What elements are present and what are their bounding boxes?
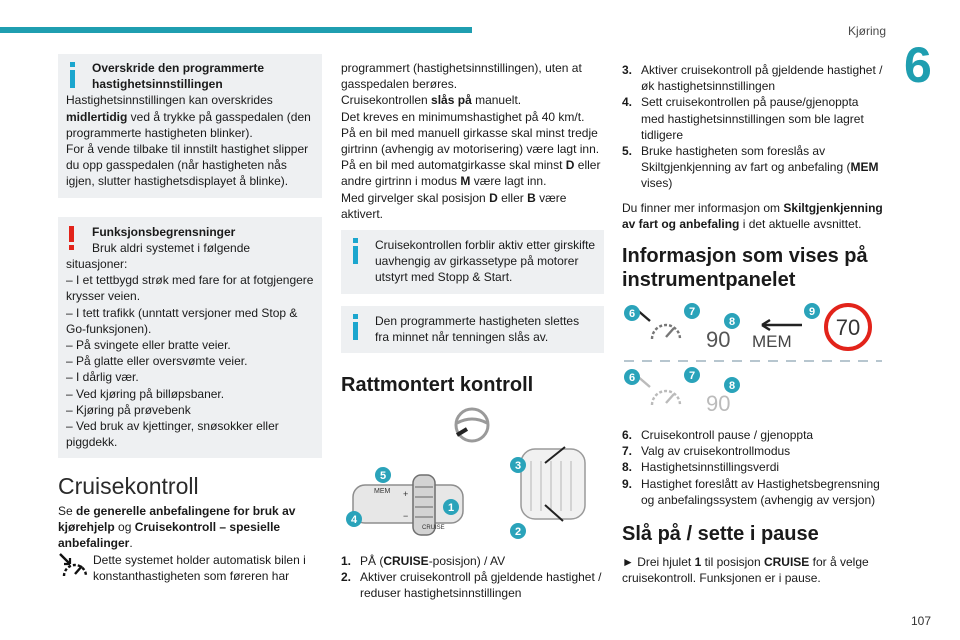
heading-rattmontert: Rattmontert kontroll bbox=[341, 374, 534, 397]
set-speed-value-paused: 90 bbox=[706, 391, 731, 414]
badge-2 bbox=[510, 523, 526, 539]
badge-3 bbox=[510, 457, 526, 473]
svg-text:8: 8 bbox=[728, 380, 736, 393]
svg-text:1: 1 bbox=[447, 502, 455, 515]
warning-box-intro-2: situasjoner: bbox=[66, 257, 128, 272]
instrument-panel-illustration bbox=[622, 301, 884, 413]
warning-item: – I tett trafikk (unntatt versjoner med Stop & Go-funksjonen). bbox=[66, 305, 298, 336]
column-left bbox=[58, 54, 322, 586]
badge-8 bbox=[724, 313, 740, 329]
info-icon bbox=[66, 62, 80, 88]
svg-text:6: 6 bbox=[628, 372, 636, 385]
info-icon bbox=[349, 238, 363, 264]
steering-control-illustration bbox=[341, 401, 604, 551]
badge-9 bbox=[804, 303, 820, 319]
legend-item: 1. PÅ (CRUISE-posisjon) / AV bbox=[341, 554, 506, 569]
pause-instruction: ► Drei hjulet 1 til posisjon CRUISE for å velge cruisekontroll. Funksjonen er i pause. bbox=[622, 555, 869, 586]
warning-icon bbox=[69, 226, 75, 250]
control-legend-continued bbox=[622, 62, 884, 192]
svg-text:4: 4 bbox=[350, 514, 358, 527]
control-legend bbox=[341, 553, 604, 602]
svg-text:70: 70 bbox=[835, 315, 861, 341]
badge-6 bbox=[624, 369, 640, 385]
chapter-number: 6 bbox=[904, 37, 932, 93]
heading-instrument-panel: Informasjon som vises på instrumentpanelet bbox=[622, 245, 868, 292]
legend-item: 8. Hastighetsinnstillingsverdi bbox=[622, 460, 780, 475]
minus-label: − bbox=[403, 511, 409, 522]
badge-4 bbox=[346, 511, 362, 527]
svg-text:9: 9 bbox=[808, 306, 816, 319]
cruise-label: CRUISE bbox=[422, 525, 445, 532]
legend-item: 6. Cruisekontroll pause / gjenoppta bbox=[622, 428, 814, 443]
panel-legend bbox=[622, 427, 884, 508]
page-number: 107 bbox=[910, 614, 931, 628]
speed-limit-sign bbox=[826, 305, 870, 349]
warning-box-title: Funksjonsbegrensninger bbox=[92, 224, 236, 239]
svg-text:8: 8 bbox=[728, 316, 736, 329]
arrow-left-icon bbox=[762, 320, 802, 330]
mode-label: MEM bbox=[374, 488, 391, 496]
badge-7 bbox=[684, 367, 700, 383]
warning-box-intro: Bruk aldri systemet i følgende bbox=[92, 240, 251, 255]
legend-item: 3. Aktiver cruisekontroll på gjeldende hastighet / øk hastighetsinnstillingen bbox=[622, 63, 883, 94]
legend-item: 5. Bruke hastigheten som foreslås av Skiltgjenkjenning av fart og anbefaling (MEM vises) bbox=[622, 144, 879, 191]
svg-text:6: 6 bbox=[628, 308, 636, 321]
warning-box-limits bbox=[58, 217, 322, 459]
info-icon bbox=[349, 314, 363, 340]
info-box-title: Overskride den programmerte hastighetsinnstillingen bbox=[92, 61, 265, 92]
warning-item: – På glatte eller oversvømte veier. bbox=[66, 354, 248, 369]
cruise-gauge-icon-bottom bbox=[636, 375, 680, 405]
reference-text: Du finner mer informasjon om Skiltgjenkjenning av fart og anbefaling i det aktuelle avsnittet. bbox=[622, 200, 883, 231]
badge-7 bbox=[684, 303, 700, 319]
warning-item: – I dårlig vær. bbox=[66, 370, 139, 385]
svg-text:2: 2 bbox=[514, 526, 522, 539]
column-middle bbox=[341, 54, 604, 602]
instrument-panel-figure bbox=[622, 301, 884, 413]
badge-8 bbox=[724, 377, 740, 393]
info-box-stop-start: Cruisekontrollen forblir aktiv etter girskifte uavhengig av girkassetype på motorer utstyrt med Stopp & Start. bbox=[341, 230, 604, 294]
paragraph-on: Cruisekontrollen slås på manuelt. bbox=[341, 93, 522, 108]
warning-item: – På svingete eller bratte veier. bbox=[66, 338, 231, 353]
heading-pause: Slå på / sette i pause bbox=[622, 523, 819, 546]
column-right bbox=[622, 62, 884, 586]
section-title: Kjøring bbox=[847, 24, 886, 38]
see-also-text: Se de generelle anbefalingene for bruk av kjørehjelp og Cruisekontroll – spesielle anbefalinger. bbox=[58, 503, 296, 551]
svg-text:3: 3 bbox=[514, 460, 522, 473]
paragraph-continued: programmert (hastighetsinnstillingen), uten at gasspedalen berøres. bbox=[341, 61, 582, 92]
warning-item: – Ved kjøring på billøpsbaner. bbox=[66, 386, 225, 401]
paragraph-selector: Med girvelger skal posisjon D eller B være aktivert. bbox=[341, 190, 567, 221]
cruise-description: Dette systemet holder automatisk bilen i konstanthastigheten som føreren har bbox=[58, 552, 322, 586]
paragraph-min-speed: Det kreves en minimumshastighet på 40 km/t. bbox=[341, 109, 585, 124]
info-box-text-2: For å vende tilbake til innstilt hastighet slipper du opp gasspedalen (når hastigheten nås igjen, slutter hastighetsdisplayet å blinke). bbox=[66, 142, 309, 189]
badge-6 bbox=[624, 305, 640, 321]
legend-item: 9. Hastighet foreslått av Hastighetsbegrensning og anbefalingssystem (avhengig av versjon) bbox=[622, 476, 880, 507]
info-box-text: Hastighetsinnstillingen kan overskrides midlertidig ved å trykke på gasspedalen (den programmerte hastigheten blinker). bbox=[66, 93, 311, 140]
svg-text:7: 7 bbox=[688, 306, 696, 319]
warning-item: – Ved bruk av kjettinger, snøsokker eller piggdekk. bbox=[66, 419, 279, 450]
steering-wheel-icon bbox=[456, 409, 488, 441]
paragraph-auto: På en bil med automatgirkasse skal minst D eller andre girtrinn i modus M være lagt inn. bbox=[341, 158, 601, 189]
cruise-control-icon bbox=[58, 552, 92, 586]
badge-5 bbox=[375, 467, 391, 483]
svg-text:5: 5 bbox=[379, 470, 387, 483]
paragraph-manual: På en bil med manuell girkasse skal minst tredje girtrinn (avhengig av motorisering) være lagt inn. bbox=[341, 125, 600, 157]
info-box-override bbox=[58, 54, 322, 198]
legend-item: 4. Sett cruisekontrollen på pause/gjenoppta med hastighetsinnstillingen som ble lagret tidligere bbox=[622, 95, 864, 142]
header-accent-bar bbox=[0, 27, 472, 33]
info-box-memory: Den programmerte hastigheten slettes fra minnet når tenningen slås av. bbox=[341, 306, 604, 353]
legend-item: 2. Aktiver cruisekontroll på gjeldende hastighet / reduser hastighetsinnstillingen bbox=[341, 570, 602, 601]
warning-item: – Kjøring på prøvebenk bbox=[66, 402, 191, 417]
svg-text:7: 7 bbox=[688, 370, 696, 383]
legend-item: 7. Valg av cruisekontrollmodus bbox=[622, 444, 791, 459]
badge-1 bbox=[443, 499, 459, 515]
stalk-side-view bbox=[521, 447, 585, 521]
cruise-gauge-icon-top bbox=[636, 309, 680, 339]
mem-label: MEM bbox=[752, 332, 792, 352]
steering-control-figure bbox=[341, 401, 604, 551]
plus-label: + bbox=[403, 489, 409, 500]
heading-cruisekontroll: Cruisekontroll bbox=[58, 473, 199, 500]
warning-item: – I et tettbygd strøk med fare for at fotgjengere krysser veien. bbox=[66, 273, 314, 304]
set-speed-value: 90 bbox=[706, 327, 731, 353]
